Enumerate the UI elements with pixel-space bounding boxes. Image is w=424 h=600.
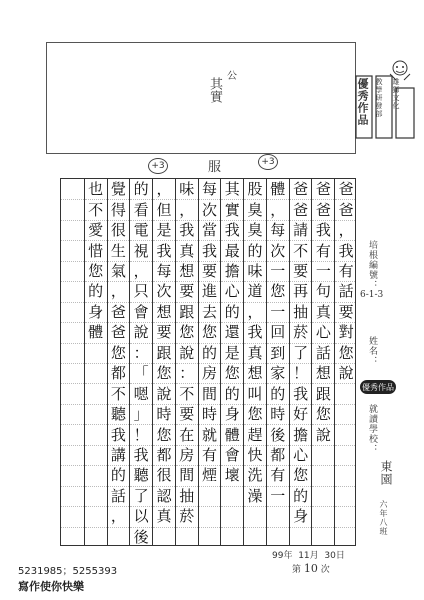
- essay-cell: [85, 527, 107, 546]
- essay-cell: 一: [312, 261, 334, 281]
- essay-cell: 體: [270, 179, 286, 198]
- essay-cell: [335, 383, 356, 403]
- essay-cell: [61, 465, 84, 485]
- essay-cell: [61, 281, 84, 301]
- essay-cell: 的: [221, 383, 243, 403]
- essay-cell: [312, 506, 334, 526]
- essay-cell: 壞: [221, 465, 243, 485]
- essay-cell: 的: [85, 281, 107, 301]
- essay-cell: 爸: [293, 179, 309, 198]
- essay-cell: 爸: [108, 302, 130, 322]
- essay-cell: 我: [130, 445, 152, 465]
- essay-cell: 後: [267, 424, 289, 444]
- essay-cell: [61, 199, 84, 219]
- essay-cell: [267, 506, 289, 526]
- essay-cell: 洗: [244, 465, 266, 485]
- essay-cell: [61, 302, 84, 322]
- essay-cell: ！: [130, 424, 152, 444]
- essay-column: [198, 179, 221, 545]
- essay-cell: 您: [312, 404, 334, 424]
- essay-cell: 真: [312, 302, 334, 322]
- essay-cell: 體: [221, 424, 243, 444]
- essay-cell: [335, 424, 356, 444]
- essay-cell: 澡: [244, 486, 266, 506]
- essay-cell: 菸: [176, 506, 198, 526]
- essay-cell: ：: [176, 363, 198, 383]
- essay-cell: 味: [179, 179, 195, 198]
- essay-cell: [61, 506, 84, 526]
- essay-cell: 一: [267, 302, 289, 322]
- essay-cell: [221, 527, 243, 546]
- essay-cell: 跟: [153, 343, 175, 363]
- essay-cell: 您: [108, 343, 130, 363]
- essay-cell: 當: [199, 220, 221, 240]
- essay-cell: 愛: [85, 220, 107, 240]
- essay-cell: [199, 506, 221, 526]
- essay-cell: 嗯: [130, 383, 152, 403]
- essay-cell: 每: [153, 261, 175, 281]
- essay-cell: [176, 527, 198, 546]
- essay-cell: 很: [153, 465, 175, 485]
- essay-cell: 有: [312, 240, 334, 260]
- cultivate-label: 培根編號：: [367, 240, 377, 290]
- excellent-badge: 優秀作品: [360, 380, 396, 394]
- essay-cell: [85, 445, 107, 465]
- essay-cell: 看: [130, 199, 152, 219]
- essay-cell: 要: [176, 404, 198, 424]
- essay-cell: 後: [130, 527, 152, 546]
- essay-cell: [290, 527, 312, 546]
- essay-cell: [61, 383, 84, 403]
- essay-cell: 我: [312, 220, 334, 240]
- essay-cell: 都: [108, 363, 130, 383]
- essay-cell: ，: [267, 199, 289, 219]
- essay-cell: [85, 404, 107, 424]
- essay-cell: 爸: [338, 179, 354, 198]
- essay-cell: 次: [267, 240, 289, 260]
- essay-cell: 句: [312, 281, 334, 301]
- essay-cell: [312, 486, 334, 506]
- essay-cell: 您: [153, 424, 175, 444]
- essay-cell: 我: [221, 220, 243, 240]
- essay-column: [152, 179, 175, 545]
- essay-cell: 爸: [335, 199, 356, 219]
- essay-cell: 每: [267, 220, 289, 240]
- date-year: 99: [272, 551, 284, 561]
- essay-cell: 其: [224, 179, 240, 198]
- essay-cell: 一: [267, 261, 289, 281]
- essay-cell: 房: [176, 445, 198, 465]
- essay-cell: 講: [108, 445, 130, 465]
- class-value: 六年八班: [379, 500, 388, 536]
- essay-column: [175, 179, 198, 545]
- essay-cell: [335, 486, 356, 506]
- essay-cell: 的: [108, 465, 130, 485]
- essay-cell: 一: [267, 486, 289, 506]
- essay-cell: [153, 527, 175, 546]
- essay-cell: 生: [108, 240, 130, 260]
- essay-cell: 但: [153, 199, 175, 219]
- essay-cell: [61, 486, 84, 506]
- date-month: 11: [298, 551, 310, 561]
- stamp-excellent-work: 優秀作品: [356, 78, 369, 126]
- essay-cell: 話: [335, 281, 356, 301]
- essay-cell: [85, 424, 107, 444]
- essay-cell: 心: [290, 445, 312, 465]
- essay-cell: ，: [156, 179, 172, 198]
- essay-cell: 不: [108, 383, 130, 403]
- essay-cell: 身: [221, 404, 243, 424]
- essay-cell: 我: [108, 424, 130, 444]
- essay-cell: 不: [290, 240, 312, 260]
- essay-cell: [61, 240, 84, 260]
- essay-cell: [61, 527, 84, 546]
- essay-cell: 次: [199, 199, 221, 219]
- essay-cell: [61, 363, 84, 383]
- essay-cell: 心: [312, 322, 334, 342]
- essay-cell: 跟: [176, 302, 198, 322]
- essay-cell: 想: [312, 363, 334, 383]
- comment-text: 其實: [207, 77, 222, 103]
- essay-cell: 臭: [244, 199, 266, 219]
- essay-cell: [61, 322, 84, 342]
- essay-cell: 話: [108, 486, 130, 506]
- essay-cell: 在: [176, 424, 198, 444]
- essay-cell: 間: [199, 383, 221, 403]
- essay-cell: 都: [153, 445, 175, 465]
- essay-cell: 煙: [199, 465, 221, 485]
- essay-cell: 叫: [244, 383, 266, 403]
- essay-cell: [85, 465, 107, 485]
- essay-cell: 趕: [244, 424, 266, 444]
- essay-cell: [199, 527, 221, 546]
- essay-cell: 道: [244, 281, 266, 301]
- essay-column: [243, 179, 266, 545]
- essay-cell: 我: [176, 220, 198, 240]
- essay-cell: 您: [176, 322, 198, 342]
- essay-cell: 去: [199, 302, 221, 322]
- essay-cell: [85, 506, 107, 526]
- essay-cell: 您: [335, 343, 356, 363]
- essay-cell: 爸: [312, 199, 334, 219]
- essay-cell: 時: [267, 404, 289, 424]
- essay-cell: 間: [176, 465, 198, 485]
- essay-cell: 視: [130, 240, 152, 260]
- essay-cell: 跟: [312, 383, 334, 403]
- school-label: 就讀學校：: [367, 404, 377, 454]
- score-right: +3: [258, 154, 278, 170]
- essay-cell: 好: [290, 404, 312, 424]
- footer-slogan: 寫作使你快樂: [18, 580, 84, 593]
- essay-cell: 了: [290, 343, 312, 363]
- essay-cell: 次: [153, 281, 175, 301]
- essay-cell: [108, 527, 130, 546]
- essay-cell: 身: [85, 302, 107, 322]
- essay-cell: ：: [130, 343, 152, 363]
- essay-cell: 要: [176, 281, 198, 301]
- essay-cell: [244, 527, 266, 546]
- essay-cell: [335, 404, 356, 424]
- essay-cell: 不: [85, 199, 107, 219]
- essay-cell: [61, 424, 84, 444]
- essay-cell: 您: [290, 465, 312, 485]
- essay-cell: 菸: [290, 322, 312, 342]
- essay-cell: [61, 404, 84, 424]
- essay-cell: 您: [199, 322, 221, 342]
- essay-cell: 只: [130, 281, 152, 301]
- essay-cell: 惜: [85, 240, 107, 260]
- essay-cell: 我: [335, 240, 356, 260]
- essay-cell: [267, 527, 289, 546]
- essay-cell: 「: [130, 363, 152, 383]
- essay-cell: 心: [221, 281, 243, 301]
- submission-count: 第 10 次: [292, 562, 330, 575]
- essay-cell: 電: [130, 220, 152, 240]
- essay-cell: 真: [153, 506, 175, 526]
- essay-cell: ，: [335, 220, 356, 240]
- essay-cell: 身: [290, 506, 312, 526]
- date-day: 30: [324, 551, 336, 561]
- essay-cell: 最: [221, 240, 243, 260]
- essay-cell: 還: [221, 322, 243, 342]
- essay-cell: [199, 486, 221, 506]
- essay-cell: 很: [108, 220, 130, 240]
- essay-cell: [221, 506, 243, 526]
- essay-cell: 以: [130, 506, 152, 526]
- essay-cell: [85, 343, 107, 363]
- essay-cell: 聽: [130, 465, 152, 485]
- essay-column: [84, 179, 107, 545]
- essay-cell: [312, 465, 334, 485]
- essay-cell: 的: [221, 302, 243, 322]
- essay-cell: 氣: [108, 261, 130, 281]
- essay-cell: 再: [290, 281, 312, 301]
- footer-phones: 5231985；5255393: [18, 566, 118, 577]
- essay-cell: [61, 179, 84, 199]
- essay-cell: [312, 527, 334, 546]
- essay-cell: 說: [335, 363, 356, 383]
- essay-cell: 抽: [290, 302, 312, 322]
- essay-cell: 您: [221, 363, 243, 383]
- essay-cell: 會: [130, 302, 152, 322]
- essay-cell: [335, 465, 356, 485]
- essay-grid: [60, 178, 356, 546]
- essay-cell: [61, 261, 84, 281]
- cultivate-value: 6-1-3: [360, 290, 384, 300]
- essay-cell: ，: [108, 506, 130, 526]
- essay-cell: 我: [244, 322, 266, 342]
- essay-cell: 要: [290, 261, 312, 281]
- essay-cell: 都: [267, 445, 289, 465]
- essay-cell: 想: [153, 302, 175, 322]
- essay-cell: 說: [176, 343, 198, 363]
- essay-column: [107, 179, 130, 545]
- essay-column: [61, 179, 84, 545]
- essay-cell: 就: [199, 424, 221, 444]
- essay-cell: 每: [201, 179, 217, 198]
- essay-cell: 是: [221, 343, 243, 363]
- score-left: +3: [148, 158, 168, 174]
- essay-column: [266, 179, 289, 545]
- essay-cell: [244, 506, 266, 526]
- essay-cell: 要: [199, 261, 221, 281]
- essay-cell: 爸: [315, 179, 331, 198]
- essay-column: [311, 179, 334, 545]
- essay-cell: 也: [88, 179, 104, 198]
- essay-cell: [312, 445, 334, 465]
- essay-cell: 覺: [110, 179, 126, 198]
- essay-cell: 話: [312, 343, 334, 363]
- essay-cell: 爸: [108, 322, 130, 342]
- essay-cell: 到: [267, 343, 289, 363]
- essay-column: [129, 179, 152, 545]
- essay-cell: 回: [267, 322, 289, 342]
- essay-column: [220, 179, 243, 545]
- essay-cell: 想: [244, 363, 266, 383]
- essay-cell: 想: [176, 261, 198, 281]
- essay-cell: [335, 445, 356, 465]
- date-line: 99年 11月 30日: [272, 551, 345, 561]
- essay-cell: [61, 220, 84, 240]
- essay-cell: [61, 343, 84, 363]
- essay-cell: 實: [221, 199, 243, 219]
- essay-cell: 有: [199, 445, 221, 465]
- essay-cell: 要: [335, 302, 356, 322]
- stamp-department: 教學研發部: [375, 78, 383, 118]
- essay-cell: 擔: [221, 261, 243, 281]
- essay-cell: 臭: [244, 220, 266, 240]
- essay-cell: 家: [267, 363, 289, 383]
- essay-column: [334, 179, 356, 545]
- stamp-brand: 雄獅文化: [392, 78, 400, 110]
- essay-cell: 說: [130, 322, 152, 342]
- essay-cell: 的: [133, 179, 149, 198]
- essay-cell: 的: [290, 486, 312, 506]
- essay-cell: 我: [199, 240, 221, 260]
- essay-cell: [221, 486, 243, 506]
- essay-cell: 進: [199, 281, 221, 301]
- essay-cell: 得: [108, 199, 130, 219]
- school-value: 東園: [379, 460, 393, 486]
- comment-box: [46, 42, 356, 154]
- essay-cell: 您: [85, 261, 107, 281]
- essay-cell: 是: [153, 220, 175, 240]
- essay-cell: 爸: [290, 199, 312, 219]
- essay-cell: 要: [153, 322, 175, 342]
- essay-cell: [85, 363, 107, 383]
- essay-cell: ，: [130, 261, 152, 281]
- essay-cell: 有: [267, 465, 289, 485]
- comment-annotation: 公: [227, 71, 237, 82]
- essay-cell: 真: [176, 240, 198, 260]
- essay-cell: [61, 445, 84, 465]
- essay-cell: 請: [290, 220, 312, 240]
- essay-cell: 真: [244, 343, 266, 363]
- essay-cell: 股: [247, 179, 263, 198]
- essay-cell: 您: [153, 363, 175, 383]
- essay-cell: 擔: [290, 424, 312, 444]
- essay-cell: 會: [221, 445, 243, 465]
- essay-cell: 聽: [108, 404, 130, 424]
- essay-cell: 不: [176, 383, 198, 403]
- essay-cell: [335, 527, 356, 546]
- essay-cell: 的: [267, 383, 289, 403]
- essay-cell: 時: [199, 404, 221, 424]
- essay-cell: 說: [312, 424, 334, 444]
- essay-cell: 對: [335, 322, 356, 342]
- name-label: 姓名：: [367, 336, 377, 366]
- essay-cell: 抽: [176, 486, 198, 506]
- essay-cell: 有: [335, 261, 356, 281]
- essay-cell: 我: [290, 383, 312, 403]
- essay-column: [289, 179, 312, 545]
- essay-cell: 您: [244, 404, 266, 424]
- essay-cell: 您: [267, 281, 289, 301]
- essay-cell: [335, 506, 356, 526]
- essay-cell: ，: [176, 199, 198, 219]
- essay-cell: 房: [199, 363, 221, 383]
- essay-cell: [85, 383, 107, 403]
- essay-cell: ！: [290, 363, 312, 383]
- essay-cell: ，: [108, 281, 130, 301]
- essay-cell: 時: [153, 404, 175, 424]
- essay-cell: 的: [244, 240, 266, 260]
- essay-cell: 我: [153, 240, 175, 260]
- essay-cell: 味: [244, 261, 266, 281]
- essay-cell: 的: [199, 343, 221, 363]
- essay-cell: 」: [130, 404, 152, 424]
- score-center: 服: [208, 160, 222, 175]
- essay-cell: 快: [244, 445, 266, 465]
- essay-cell: 說: [153, 383, 175, 403]
- essay-cell: ，: [244, 302, 266, 322]
- essay-cell: [85, 486, 107, 506]
- essay-cell: 認: [153, 486, 175, 506]
- essay-cell: 了: [130, 486, 152, 506]
- essay-cell: 體: [85, 322, 107, 342]
